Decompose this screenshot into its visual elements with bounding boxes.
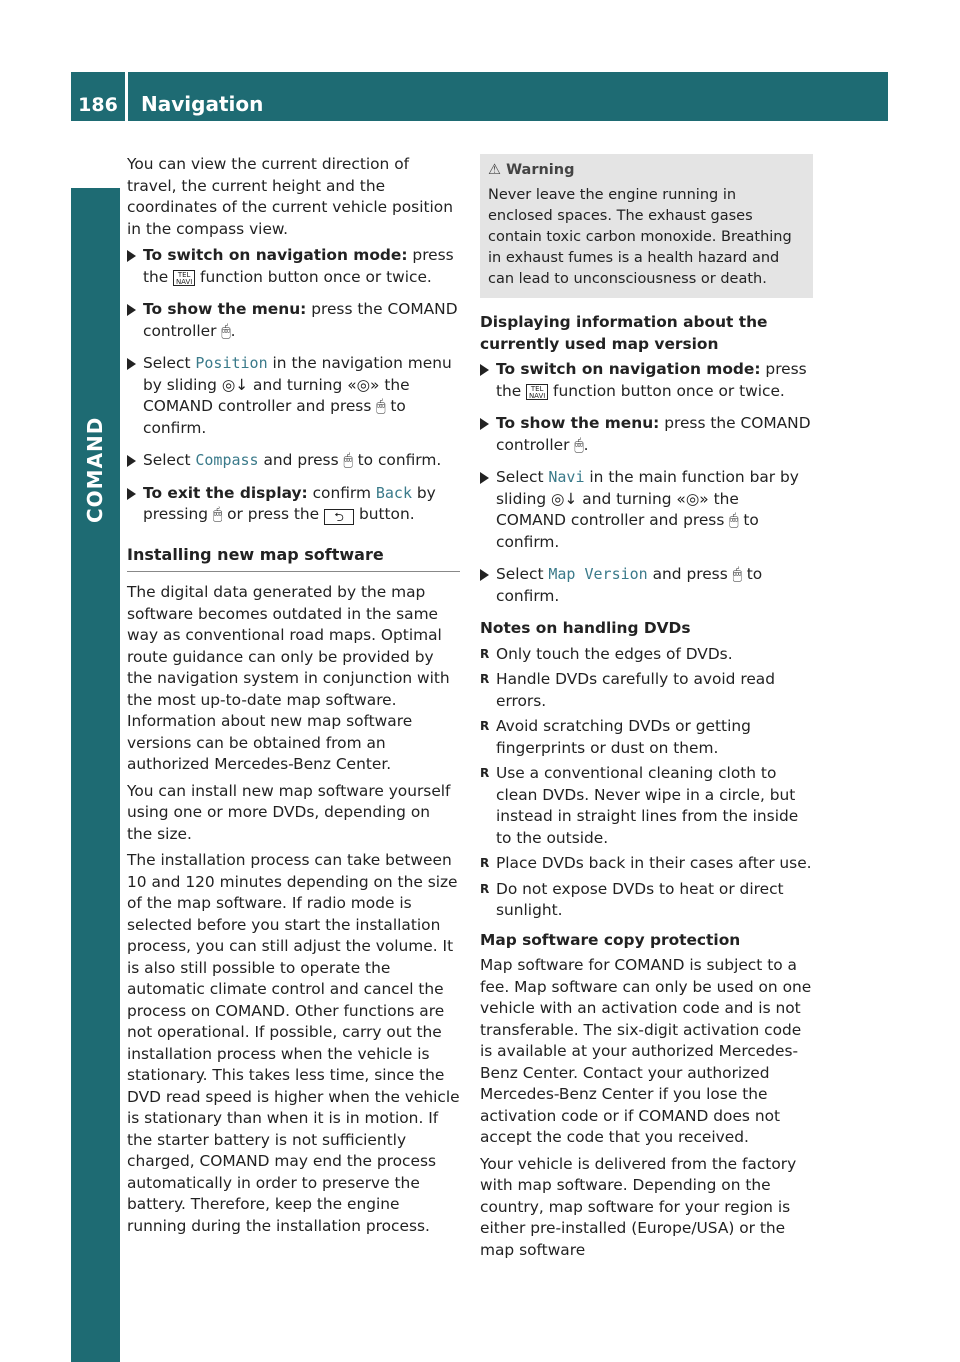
side-tab <box>71 188 120 1362</box>
controller-press-icon: 🖱 <box>729 511 739 529</box>
step-select-map-version: Select Map Version and press 🖱 to confirm. <box>480 564 813 607</box>
list-item: R Avoid scratching DVDs or getting fingerprints or dust on them. <box>480 716 813 759</box>
heading-installing: Installing new map software <box>127 544 460 573</box>
turn-icon: «◎» <box>676 489 709 508</box>
copy-paragraph-1: Map software for COMAND is subject to a fee. Map software can only be used on one vehicle with an activation code and is not transferable. The six-digit activation code is available at your authorized Mercedes-Benz Center. Contact your authorized Mercedes-Benz Center if you lose the activation code or if COMAND does not accept the code that you received. <box>480 956 812 1146</box>
slide-down-icon: ◎↓ <box>551 489 578 508</box>
list-item: R Handle DVDs carefully to avoid read errors. <box>480 669 813 712</box>
list-item: R Do not expose DVDs to heat or direct sunlight. <box>480 879 813 922</box>
menu-item-compass: Compass <box>195 451 259 469</box>
step-arrow-icon <box>480 472 489 484</box>
tel-navi-icon: TEL NAVI <box>173 270 195 286</box>
step-arrow-icon <box>480 364 489 376</box>
copy-paragraph-2: Your vehicle is delivered from the factory with map software. Depending on the country, map software for your region is either pre-installed (Europe/USA) or the map software <box>480 1154 797 1259</box>
step-show-menu: To show the menu: press the COMAND controller 🖱. <box>480 413 813 456</box>
step-arrow-icon <box>480 569 489 581</box>
menu-item-back: Back <box>375 483 412 502</box>
warning-title: ⚠ Warning <box>488 162 575 178</box>
right-column <box>480 154 813 1266</box>
warning-box <box>480 154 813 298</box>
list-item: R Use a conventional cleaning cloth to clean DVDs. Never wipe in a circle, but instead in straight lines from the inside to the outside. <box>480 763 813 849</box>
warning-text: Never leave the engine running in enclosed spaces. The exhaust gases contain toxic carbon monoxide. Breathing in exhaust fumes is a health hazard and can lead to unconsciousness or death. <box>488 187 792 287</box>
back-button-icon: ⮌ <box>324 509 354 525</box>
install-paragraph-1: The digital data generated by the map software becomes outdated in the same way as conventional road maps. Optimal route guidance can only be provided by the navigation system in conjunction with the most up-to-date map software. Information about new map software versions can be obtained from an authorized Mercedes-Benz Center. <box>127 583 450 773</box>
step-arrow-icon <box>127 304 136 316</box>
heading-dvd-notes: Notes on handling DVDs <box>480 619 691 637</box>
install-paragraph-2: You can install new map software yourself using one or more DVDs, depending on the size. <box>127 781 451 843</box>
menu-item-map-version: Map Version <box>548 565 648 583</box>
controller-press-icon: 🖱 <box>732 565 742 583</box>
page-number: 186 <box>78 94 118 116</box>
section-title: Navigation <box>141 92 264 116</box>
step-switch-nav: To switch on navigation mode: press the TEL NAVI function button once or twice. <box>480 359 813 402</box>
left-column <box>127 154 460 1242</box>
list-item: R Place DVDs back in their cases after use. <box>480 853 813 875</box>
step-select-compass: Select Compass and press 🖱 to confirm. <box>127 450 460 472</box>
step-arrow-icon <box>480 418 489 430</box>
step-select-position: Select Position in the navigation menu by sliding ◎↓ and turning «◎» the COMAND controller and press 🖱 to confirm. <box>127 353 460 439</box>
side-tab-label: COMAND <box>83 416 107 524</box>
warning-icon: ⚠ <box>488 162 507 178</box>
install-paragraph-3: The installation process can take between 10 and 120 minutes depending on the size of the map software. If radio mode is selected before you start the installation process, you can still adjust the volume. It is also still possible to operate the automatic climate control and cancel the process on COMAND. Other functions are not operational. If possible, carry out the installation process when the vehicle is stationary. This takes less time, since the DVD read speed is higher when the vehicle is stationary than when it is in motion. If the starter battery is not sufficiently charged, COMAND may end the process automatically in order to preserve the battery. Therefore, keep the engine running during the installation process. <box>127 851 460 1235</box>
dvd-notes-list <box>480 644 813 922</box>
list-item: R Only touch the edges of DVDs. <box>480 644 813 666</box>
tel-navi-icon: TEL NAVI <box>526 384 548 400</box>
step-arrow-icon <box>127 488 136 500</box>
controller-press-icon: 🖱 <box>221 321 231 340</box>
menu-item-position: Position <box>195 354 268 372</box>
controller-press-icon: 🖱 <box>376 397 386 415</box>
controller-press-icon: 🖱 <box>343 451 353 469</box>
step-select-navi: Select Navi in the main function bar by sliding ◎↓ and turning «◎» the COMAND controller and press 🖱 to confirm. <box>480 467 813 553</box>
step-arrow-icon <box>127 358 136 370</box>
step-arrow-icon <box>127 250 136 262</box>
step-arrow-icon <box>127 455 136 467</box>
controller-press-icon: 🖱 <box>212 505 223 523</box>
controller-press-icon: 🖱 <box>574 435 584 454</box>
menu-item-navi: Navi <box>548 468 585 486</box>
step-exit-display: To exit the display: confirm Back by pressing 🖱 or press the ⮌ button. <box>127 483 460 526</box>
heading-copy-protection: Map software copy protection <box>480 930 741 949</box>
step-switch-nav: To switch on navigation mode: press the TEL NAVI function button once or twice. <box>127 245 460 288</box>
step-show-menu: To show the menu: press the COMAND controller 🖱. <box>127 299 460 342</box>
turn-icon: «◎» <box>347 375 380 394</box>
header-separator <box>125 72 128 121</box>
intro-paragraph: You can view the current direction of travel, the current height and the coordinates of the current vehicle position in the compass view. <box>127 155 453 238</box>
heading-map-version: Displaying information about the currently used map version <box>480 313 768 353</box>
slide-down-icon: ◎↓ <box>221 375 249 394</box>
